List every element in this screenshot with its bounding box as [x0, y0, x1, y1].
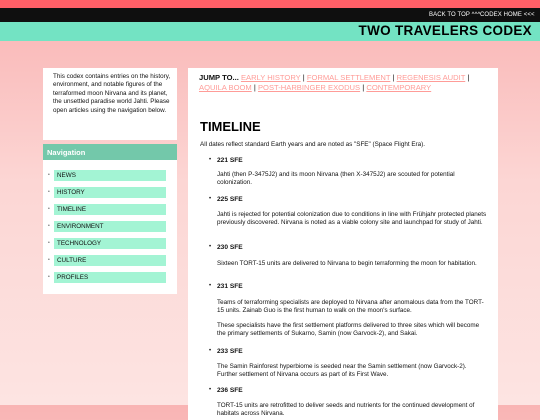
top-accent-strip	[0, 0, 540, 8]
jump-to-label: JUMP TO...	[199, 73, 239, 82]
intro-panel	[43, 68, 177, 140]
separator: |	[302, 73, 305, 82]
timeline-entry-date: 231 SFE	[217, 283, 243, 290]
bullet-icon: •	[209, 387, 212, 393]
bullet-icon: •	[209, 348, 212, 354]
jump-link-early-history[interactable]: EARLY HISTORY	[240, 73, 301, 82]
nav-item-culture[interactable]	[48, 255, 166, 266]
timeline-entry-text: The Samin Rainforest hyperbiome is seeded near the Samin settlement (now Garvock-2). Further settlement of Nirvana occurs as part of its First Wave.	[217, 363, 467, 379]
timeline-entry-date: 230 SFE	[217, 244, 243, 251]
timeline-entry-text: Jahti is rejected for potential colonization due to conditions in line with Frühjahr protected planets previously discovered. Nirvana is noted as a viable colony site and launchpad for study of Jahti.	[217, 211, 487, 227]
separator: |	[467, 73, 470, 82]
timeline-entry-date: 225 SFE	[217, 196, 243, 203]
separator: |	[392, 73, 395, 82]
article-panel	[188, 110, 498, 420]
bullet-icon: •	[209, 244, 212, 250]
codex-home-link[interactable]: CODEX HOME <<<	[480, 12, 535, 18]
site-title-bar	[0, 22, 540, 41]
nav-item-label: CULTURE	[57, 257, 87, 264]
timeline-entry-date: 233 SFE	[217, 348, 243, 355]
timeline-entry-date: 221 SFE	[217, 157, 243, 164]
nav-item-label: NEWS	[57, 172, 76, 179]
timeline-entry-text: Teams of terraforming specialists are deployed to Nirvana after anomalous data from the TORT-15 units. Zainab Guo is the first human to walk on the moon's surface.	[217, 299, 484, 315]
bullet-icon: •	[48, 189, 50, 195]
nav-item-label: TIMELINE	[57, 206, 87, 213]
bullet-icon: •	[48, 240, 50, 246]
page-title: TIMELINE	[200, 119, 261, 134]
navigation-panel	[43, 144, 177, 294]
bullet-icon: •	[48, 257, 50, 263]
jump-to-panel	[188, 68, 498, 110]
bullet-icon: •	[48, 206, 50, 212]
bullet-icon: •	[209, 157, 212, 163]
jump-link-post-harbinger-exodus[interactable]: POST-HARBINGER EXODUS	[257, 83, 361, 92]
timeline-entry-text: Sixteen TORT-15 units are delivered to Nirvana to begin terraforming the moon for habitation.	[217, 260, 477, 267]
intro-text: This codex contains entries on the history, environment, and notable figures of the terraformed moon Nirvana and its planet, the unsettled paradise world Jahti. Please open articles using the navigation below.	[53, 73, 171, 114]
bullet-icon: •	[48, 223, 50, 229]
article-lead: All dates reflect standard Earth years and are noted as "SFE" (Space Flight Era).	[200, 141, 425, 148]
nav-item-label: HISTORY	[57, 189, 85, 196]
bullet-icon: •	[209, 283, 212, 289]
jump-link-contemporary[interactable]: CONTEMPORARY	[366, 83, 432, 92]
nav-item-environment[interactable]	[48, 221, 166, 232]
timeline-entry-date: 236 SFE	[217, 387, 243, 394]
nav-item-technology[interactable]	[48, 238, 166, 249]
separator: |	[253, 83, 256, 92]
navigation-header-label: Navigation	[47, 148, 86, 157]
jump-link-regenesis-audit[interactable]: REGENESIS AUDIT	[396, 73, 466, 82]
jump-link-formal-settlement[interactable]: FORMAL SETTLEMENT	[306, 73, 391, 82]
nav-item-label: ENVIRONMENT	[57, 223, 104, 230]
jump-to-links	[199, 73, 491, 93]
timeline-entry-text: TORT-15 units are retrofitted to deliver seeds and nutrients for the continued development of habitats across Nirvana.	[217, 402, 475, 418]
nav-item-profiles[interactable]	[48, 272, 166, 283]
nav-item-news[interactable]	[48, 170, 166, 181]
jump-link-aquila-boom[interactable]: AQUILA BOOM	[199, 83, 252, 92]
site-title[interactable]: TWO TRAVELERS CODEX	[358, 23, 532, 38]
bullet-icon: •	[48, 274, 50, 280]
bullet-icon: •	[209, 196, 212, 202]
separator: |	[362, 83, 365, 92]
nav-item-label: TECHNOLOGY	[57, 240, 102, 247]
nav-item-label: PROFILES	[57, 274, 89, 281]
nav-item-timeline[interactable]	[48, 204, 166, 215]
bullet-icon: •	[48, 172, 50, 178]
back-to-top-link[interactable]: BACK TO TOP ^^^	[429, 12, 481, 18]
timeline-entry-text: Jahti (then P-3475J2) and its moon Nirvana (then X-3475J2) are scouted for potential colonization.	[217, 171, 455, 187]
top-navigation-bar	[0, 8, 540, 22]
nav-item-history[interactable]	[48, 187, 166, 198]
navigation-header	[43, 144, 177, 160]
timeline-entry-text: These specialists have the first settlement platforms delivered to three sites which will become the primary settlements of Sukarno, Samin (now Garvock-2), and Sakai.	[217, 322, 480, 338]
